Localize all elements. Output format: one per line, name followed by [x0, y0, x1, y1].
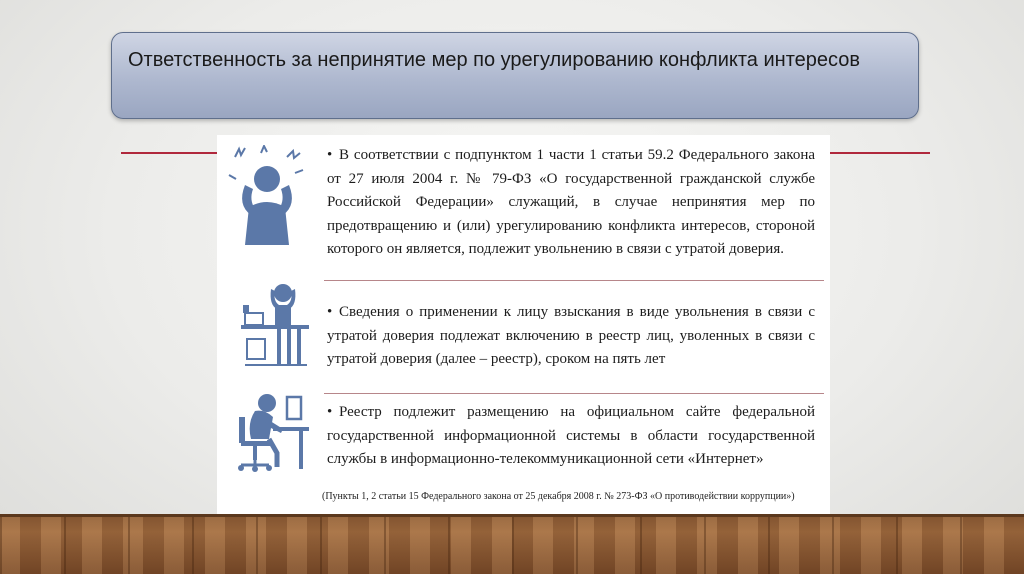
- accent-line-left: [121, 152, 221, 154]
- wooden-floor: [0, 514, 1024, 574]
- bullet-3: •: [327, 404, 333, 420]
- floor-edge: [0, 514, 1024, 517]
- paragraph-1: [327, 144, 815, 262]
- bullet-2: •: [327, 304, 333, 320]
- stressed-person-icon: [225, 145, 309, 245]
- paragraph-1-text: В соответствии с подпунктом 1 части 1 статьи 59.2 Федерального закона от 27 июля 2004 г. № 79-ФЗ «О государственной гражданской службе Российской Федерации» служащий, в случае непринятия мер по предотвращению и (или) урегулированию конфликта интересов, стороной которого он является, подлежит увольнению в связи с утратой доверия.: [327, 147, 815, 257]
- person-at-desk-icon: [239, 279, 311, 369]
- title-box: [111, 32, 919, 119]
- paragraph-3-text: Реестр подлежит размещению на официальном сайте федеральной государственной информационной системы в области государственной службы в информационно-телекоммуникационной сети «Интернет»: [327, 404, 815, 467]
- paragraph-2-text: Сведения о применении к лицу взыскания в виде увольнения в связи с утратой доверия подлежат включению в реестр лиц, уволенных в связи с утратой доверия (далее – реестр), сроком на пять лет: [327, 304, 815, 367]
- footnote: (Пункты 1, 2 статьи 15 Федерального закона от 25 декабря 2008 г. № 273-ФЗ «О противодействии коррупции»): [322, 491, 795, 502]
- accent-line-right: [826, 152, 930, 154]
- paragraph-2: [327, 301, 815, 372]
- paragraph-3: [327, 401, 815, 472]
- slide-title: Ответственность за непринятие мер по урегулированию конфликта интересов: [128, 49, 860, 71]
- separator-2: [324, 393, 824, 394]
- content-panel: [217, 135, 830, 514]
- separator-1: [324, 280, 824, 281]
- bullet-1: •: [327, 147, 333, 163]
- person-at-computer-icon: [229, 391, 309, 473]
